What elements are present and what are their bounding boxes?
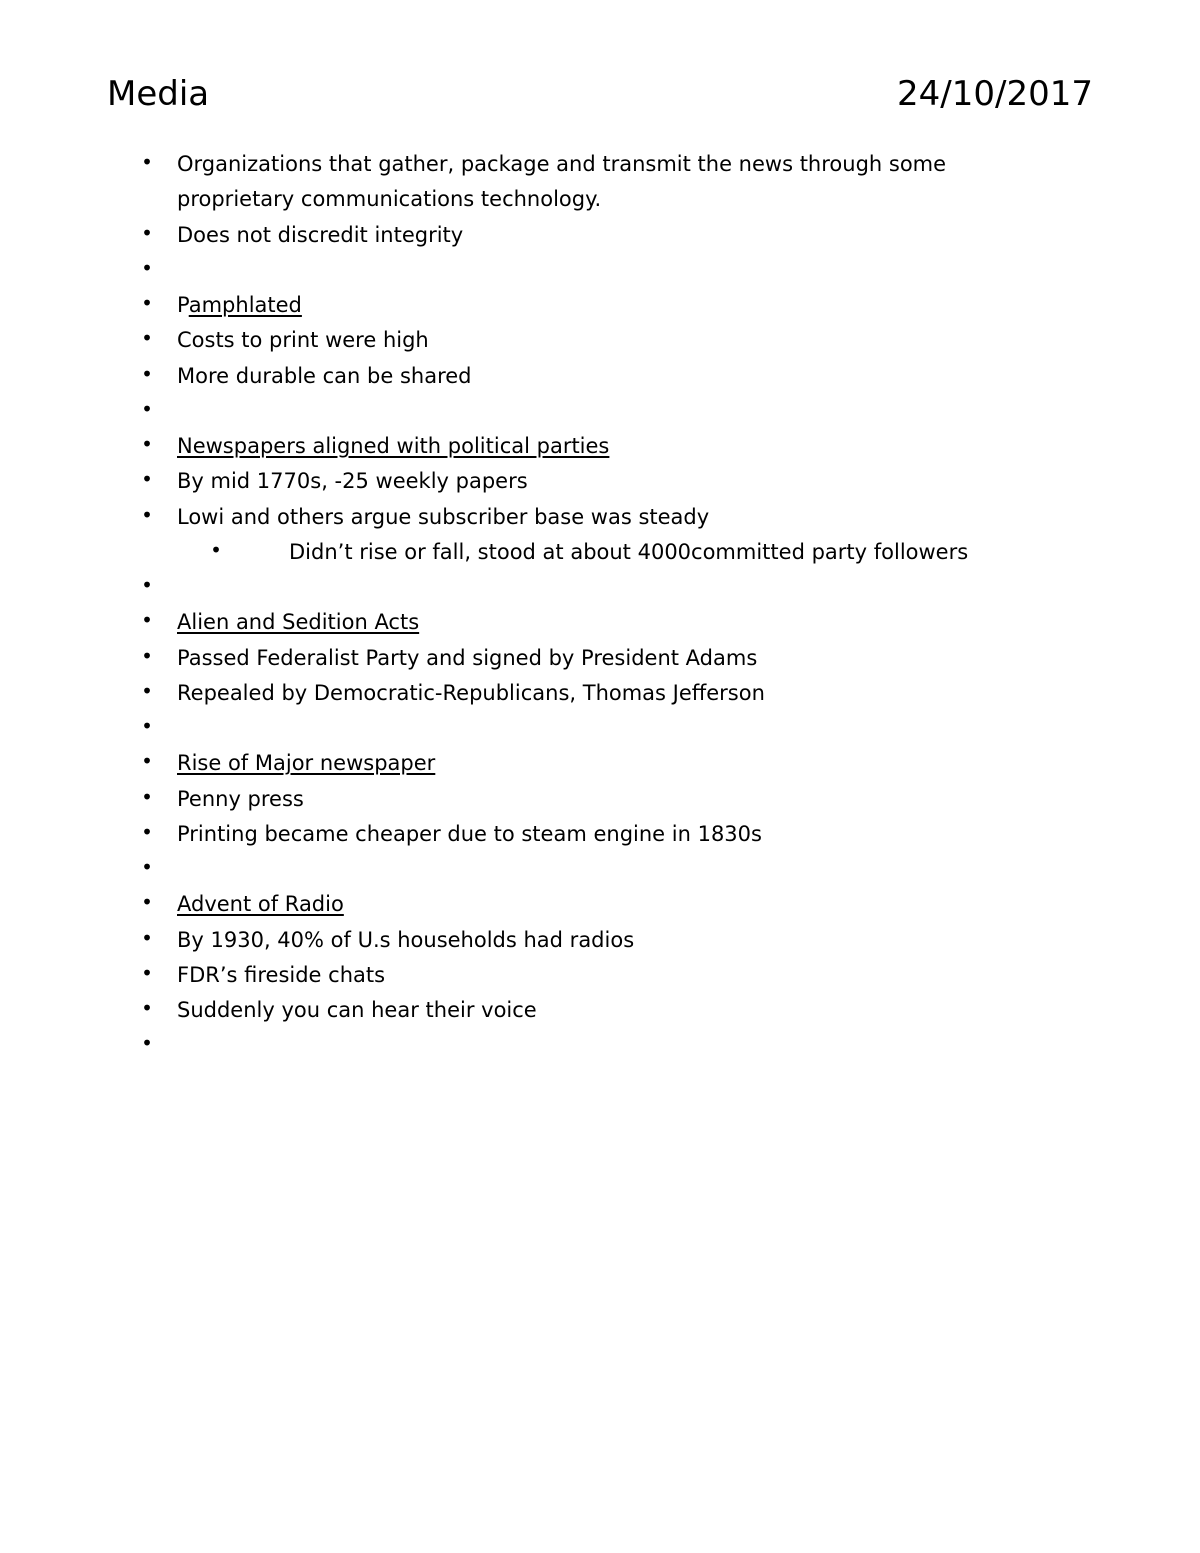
bullet-icon: • (210, 537, 222, 562)
list-item (0, 323, 1200, 358)
section-heading: Newspapers aligned with political parties (177, 434, 610, 458)
list-item (0, 993, 1200, 1028)
list-item-text: More durable can be shared (177, 363, 472, 388)
list-item (0, 852, 1200, 887)
list-item (0, 218, 1200, 253)
list-item-text: FDR’s fireside chats (177, 962, 386, 987)
bullet-icon: • (141, 467, 153, 492)
list-item (0, 676, 1200, 711)
section-heading: amphlated (188, 293, 302, 317)
list-item (0, 958, 1200, 993)
list-item (0, 570, 1200, 605)
list-item (0, 394, 1200, 429)
bullet-icon: • (141, 749, 153, 774)
list-item (0, 782, 1200, 817)
bullet-icon: • (141, 150, 153, 174)
list-item (0, 923, 1200, 958)
list-item (0, 605, 1200, 640)
list-item (0, 359, 1200, 394)
list-item (0, 1028, 1200, 1063)
page-date: 24/10/2017 (897, 74, 1093, 114)
bullet-icon: • (141, 361, 153, 386)
list-item-text: Costs to print were high (177, 328, 429, 353)
bullet-icon: • (141, 1031, 153, 1056)
list-item-text: By mid 1770s, -25 weekly papers (177, 469, 528, 494)
list-item (0, 253, 1200, 288)
notes-list (0, 147, 1200, 1064)
bullet-icon: • (141, 925, 153, 950)
section-heading: Advent of Radio (177, 892, 344, 917)
bullet-icon: • (141, 573, 153, 597)
bullet-icon: • (141, 996, 153, 1020)
bullet-icon: • (141, 396, 153, 421)
section-heading: Rise of Major newspaper (177, 751, 436, 776)
list-item (0, 288, 1200, 323)
document-header (107, 72, 1093, 120)
list-item (0, 500, 1200, 535)
list-item-text: Penny press (177, 786, 304, 811)
bullet-icon: • (141, 220, 153, 245)
list-item (0, 641, 1200, 676)
bullet-icon: • (141, 960, 153, 985)
bullet-icon: • (141, 643, 153, 668)
bullet-icon: • (141, 255, 153, 280)
list-item-prefix: P (177, 293, 189, 317)
bullet-icon: • (141, 291, 153, 315)
bullet-icon: • (141, 432, 153, 456)
list-item (0, 464, 1200, 499)
bullet-icon: • (141, 502, 153, 527)
bullet-icon: • (141, 890, 153, 915)
bullet-icon: • (141, 784, 153, 809)
list-item-text: By 1930, 40% of U.s households had radios (177, 927, 635, 952)
bullet-icon: • (141, 819, 153, 844)
list-item (0, 429, 1200, 464)
list-item-text: Printing became cheaper due to steam engine in 1830s (177, 821, 762, 846)
list-item-text: Does not discredit integrity (177, 222, 464, 247)
list-item-text: Repealed by Democratic-Republicans, Thomas Jefferson (177, 680, 765, 705)
bullet-icon: • (141, 608, 153, 633)
list-item-text: Organizations that gather, package and transmit the news through some proprietary communications technology. (177, 152, 947, 212)
list-item (0, 887, 1200, 922)
list-item-text: Passed Federalist Party and signed by President Adams (177, 645, 758, 670)
bullet-icon: • (141, 678, 153, 703)
bullet-icon: • (141, 326, 153, 351)
list-item (0, 817, 1200, 852)
list-item (0, 711, 1200, 746)
bullet-icon: • (141, 714, 153, 738)
list-item (0, 746, 1200, 781)
sub-list-item (0, 535, 1200, 570)
list-item-text: Suddenly you can hear their voice (177, 998, 537, 1022)
bullet-icon: • (141, 855, 153, 879)
list-item-text: Lowi and others argue subscriber base was steady (177, 504, 710, 529)
section-heading: Alien and Sedition Acts (177, 610, 420, 635)
page-title: Media (107, 74, 210, 114)
list-item-text: Didn’t rise or fall, stood at about 4000committed party followers (289, 539, 969, 564)
list-item (0, 147, 1057, 218)
